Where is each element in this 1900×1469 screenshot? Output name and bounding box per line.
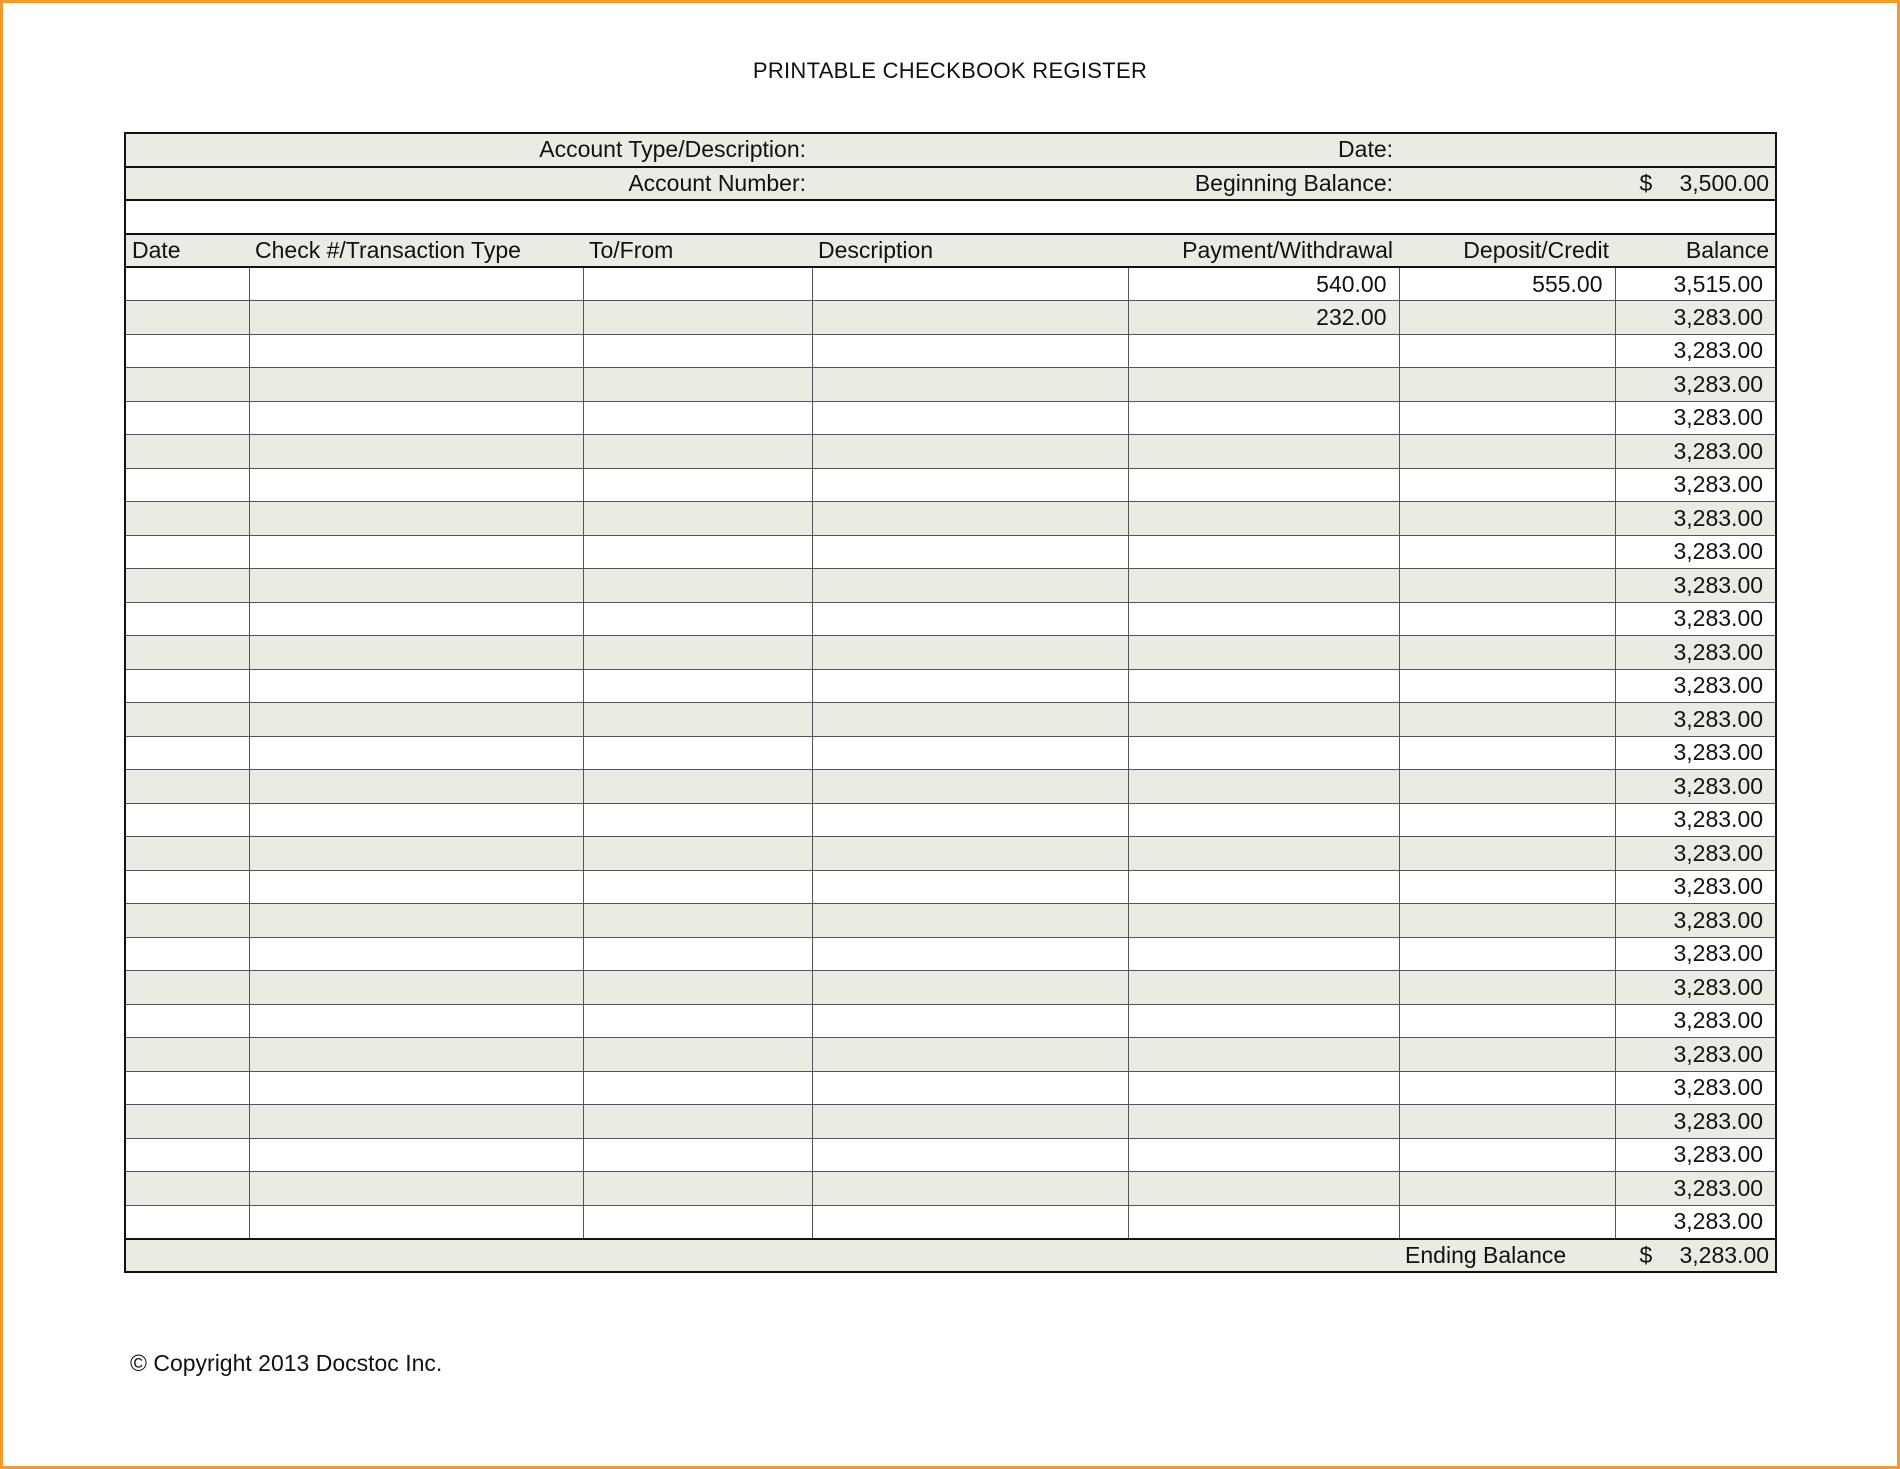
cell-description[interactable] <box>812 569 1128 603</box>
cell-check[interactable] <box>249 636 583 670</box>
cell-date[interactable] <box>125 669 249 703</box>
cell-deposit[interactable] <box>1399 937 1615 971</box>
cell-description[interactable] <box>812 267 1128 301</box>
cell-balance: 3,283.00 <box>1615 971 1776 1005</box>
cell-date[interactable] <box>125 301 249 335</box>
cell-balance: 3,283.00 <box>1615 736 1776 770</box>
table-row <box>125 502 1776 536</box>
cell-date[interactable] <box>125 636 249 670</box>
table-row <box>125 636 1776 670</box>
cell-check[interactable] <box>249 1071 583 1105</box>
cell-deposit[interactable] <box>1399 1038 1615 1072</box>
cell-description[interactable] <box>812 837 1128 871</box>
account-number-label: Account Number: <box>125 167 812 201</box>
cell-check[interactable] <box>249 1205 583 1239</box>
cell-deposit[interactable] <box>1399 502 1615 536</box>
cell-date[interactable] <box>125 870 249 904</box>
cell-payment[interactable] <box>1128 368 1399 402</box>
cell-description[interactable] <box>812 904 1128 938</box>
cell-payment[interactable] <box>1128 703 1399 737</box>
cell-description[interactable] <box>812 770 1128 804</box>
cell-deposit[interactable] <box>1399 602 1615 636</box>
cell-deposit[interactable] <box>1399 1004 1615 1038</box>
date-label: Date: <box>1128 133 1399 167</box>
cell-check[interactable] <box>249 368 583 402</box>
cell-to-from[interactable] <box>583 535 812 569</box>
cell-date[interactable] <box>125 435 249 469</box>
cell-check[interactable] <box>249 904 583 938</box>
cell-check[interactable] <box>249 334 583 368</box>
cell-check[interactable] <box>249 1105 583 1139</box>
cell-date[interactable] <box>125 703 249 737</box>
cell-date[interactable] <box>125 837 249 871</box>
table-row <box>125 334 1776 368</box>
table-row <box>125 1138 1776 1172</box>
cell-balance: 3,283.00 <box>1615 401 1776 435</box>
account-type-row <box>125 133 1776 167</box>
cell-payment[interactable] <box>1128 468 1399 502</box>
cell-description[interactable] <box>812 1205 1128 1239</box>
cell-date[interactable] <box>125 1205 249 1239</box>
cell-deposit[interactable] <box>1399 1205 1615 1239</box>
table-row <box>125 569 1776 603</box>
cell-balance: 3,283.00 <box>1615 602 1776 636</box>
cell-date[interactable] <box>125 937 249 971</box>
cell-check[interactable] <box>249 502 583 536</box>
cell-to-from[interactable] <box>583 334 812 368</box>
cell-payment[interactable] <box>1128 770 1399 804</box>
cell-check[interactable] <box>249 1038 583 1072</box>
cell-balance: 3,283.00 <box>1615 468 1776 502</box>
cell-date[interactable] <box>125 1038 249 1072</box>
cell-balance: 3,283.00 <box>1615 1105 1776 1139</box>
cell-date[interactable] <box>125 368 249 402</box>
cell-balance: 3,283.00 <box>1615 301 1776 335</box>
cell-payment[interactable] <box>1128 569 1399 603</box>
cell-to-from[interactable] <box>583 1205 812 1239</box>
cell-to-from[interactable] <box>583 770 812 804</box>
cell-balance: 3,283.00 <box>1615 1004 1776 1038</box>
cell-to-from[interactable] <box>583 401 812 435</box>
date-input[interactable] <box>1399 133 1776 167</box>
cell-check[interactable] <box>249 468 583 502</box>
table-row <box>125 1004 1776 1038</box>
register-table <box>124 132 1777 1273</box>
table-row <box>125 937 1776 971</box>
cell-payment[interactable] <box>1128 502 1399 536</box>
table-row <box>125 1105 1776 1139</box>
cell-deposit[interactable] <box>1399 1172 1615 1206</box>
cell-deposit[interactable] <box>1399 569 1615 603</box>
table-row <box>125 971 1776 1005</box>
cell-date[interactable] <box>125 602 249 636</box>
cell-payment[interactable] <box>1128 1138 1399 1172</box>
page-title: PRINTABLE CHECKBOOK REGISTER <box>752 58 1148 83</box>
checkbook-register <box>124 132 1775 1312</box>
cell-check[interactable] <box>249 870 583 904</box>
account-number-row <box>125 167 1776 201</box>
cell-deposit[interactable] <box>1399 703 1615 737</box>
cell-payment[interactable] <box>1128 636 1399 670</box>
ending-spacer <box>125 1239 1399 1273</box>
beginning-balance-amount: 3,500.00 <box>1679 169 1770 196</box>
cell-deposit[interactable]: 555.00 <box>1399 267 1615 301</box>
cell-balance: 3,283.00 <box>1615 1138 1776 1172</box>
cell-to-from[interactable] <box>583 502 812 536</box>
spacer-cell <box>125 200 1776 234</box>
cell-check[interactable] <box>249 267 583 301</box>
cell-description[interactable] <box>812 937 1128 971</box>
cell-date[interactable] <box>125 401 249 435</box>
col-header-description: Description <box>812 234 1128 268</box>
cell-deposit[interactable] <box>1399 1105 1615 1139</box>
cell-to-from[interactable] <box>583 569 812 603</box>
cell-balance: 3,283.00 <box>1615 937 1776 971</box>
cell-to-from[interactable] <box>583 301 812 335</box>
cell-deposit[interactable] <box>1399 401 1615 435</box>
cell-payment[interactable] <box>1128 1205 1399 1239</box>
cell-description[interactable] <box>812 971 1128 1005</box>
cell-date[interactable] <box>125 1105 249 1139</box>
spacer-row <box>125 200 1776 234</box>
col-header-date: Date <box>125 234 249 268</box>
cell-balance: 3,283.00 <box>1615 770 1776 804</box>
cell-check[interactable] <box>249 435 583 469</box>
cell-to-from[interactable] <box>583 1004 812 1038</box>
cell-to-from[interactable] <box>583 669 812 703</box>
account-number-input[interactable] <box>812 167 1128 201</box>
cell-description[interactable] <box>812 435 1128 469</box>
cell-check[interactable] <box>249 301 583 335</box>
cell-check[interactable] <box>249 937 583 971</box>
cell-to-from[interactable] <box>583 1172 812 1206</box>
cell-to-from[interactable] <box>583 736 812 770</box>
table-row <box>125 1071 1776 1105</box>
cell-description[interactable] <box>812 334 1128 368</box>
cell-payment[interactable] <box>1128 535 1399 569</box>
cell-balance: 3,283.00 <box>1615 1038 1776 1072</box>
ending-balance-label: Ending Balance <box>1399 1239 1615 1273</box>
cell-payment[interactable] <box>1128 602 1399 636</box>
table-row <box>125 904 1776 938</box>
table-row <box>125 535 1776 569</box>
cell-description[interactable] <box>812 636 1128 670</box>
cell-payment[interactable] <box>1128 803 1399 837</box>
copyright-notice: © Copyright 2013 Docstoc Inc. <box>130 1350 443 1376</box>
cell-deposit[interactable] <box>1399 468 1615 502</box>
cell-description[interactable] <box>812 535 1128 569</box>
cell-balance: 3,283.00 <box>1615 669 1776 703</box>
cell-description[interactable] <box>812 1038 1128 1072</box>
table-row <box>125 267 1776 301</box>
cell-description[interactable] <box>812 401 1128 435</box>
cell-description[interactable] <box>812 1004 1128 1038</box>
cell-balance: 3,283.00 <box>1615 502 1776 536</box>
cell-to-from[interactable] <box>583 368 812 402</box>
cell-description[interactable] <box>812 736 1128 770</box>
table-row <box>125 736 1776 770</box>
cell-date[interactable] <box>125 803 249 837</box>
cell-deposit[interactable] <box>1399 435 1615 469</box>
cell-deposit[interactable] <box>1399 837 1615 871</box>
cell-balance: 3,283.00 <box>1615 1071 1776 1105</box>
cell-check[interactable] <box>249 1138 583 1172</box>
cell-payment[interactable] <box>1128 1038 1399 1072</box>
cell-check[interactable] <box>249 569 583 603</box>
cell-to-from[interactable] <box>583 971 812 1005</box>
cell-check[interactable] <box>249 736 583 770</box>
cell-balance: 3,283.00 <box>1615 870 1776 904</box>
cell-to-from[interactable] <box>583 636 812 670</box>
cell-description[interactable] <box>812 803 1128 837</box>
beginning-currency: $ <box>1639 169 1653 196</box>
cell-deposit[interactable] <box>1399 770 1615 804</box>
cell-description[interactable] <box>812 669 1128 703</box>
cell-description[interactable] <box>812 1138 1128 1172</box>
cell-balance: 3,283.00 <box>1615 334 1776 368</box>
cell-to-from[interactable] <box>583 837 812 871</box>
cell-check[interactable] <box>249 703 583 737</box>
cell-description[interactable] <box>812 1071 1128 1105</box>
cell-payment[interactable] <box>1128 1071 1399 1105</box>
column-header-row <box>125 234 1776 268</box>
cell-check[interactable] <box>249 1004 583 1038</box>
account-type-label: Account Type/Description: <box>125 133 812 167</box>
cell-description[interactable] <box>812 502 1128 536</box>
cell-deposit[interactable] <box>1399 636 1615 670</box>
cell-date[interactable] <box>125 736 249 770</box>
cell-payment[interactable] <box>1128 736 1399 770</box>
table-row <box>125 1172 1776 1206</box>
cell-deposit[interactable] <box>1399 535 1615 569</box>
cell-check[interactable] <box>249 602 583 636</box>
cell-balance: 3,515.00 <box>1615 267 1776 301</box>
cell-date[interactable] <box>125 971 249 1005</box>
cell-date[interactable] <box>125 1004 249 1038</box>
cell-to-from[interactable] <box>583 1038 812 1072</box>
cell-payment[interactable] <box>1128 870 1399 904</box>
table-row <box>125 301 1776 335</box>
cell-deposit[interactable] <box>1399 870 1615 904</box>
cell-payment[interactable] <box>1128 435 1399 469</box>
table-row <box>125 1205 1776 1239</box>
cell-deposit[interactable] <box>1399 736 1615 770</box>
table-row <box>125 368 1776 402</box>
account-type-input[interactable] <box>812 133 1128 167</box>
cell-check[interactable] <box>249 1172 583 1206</box>
cell-deposit[interactable] <box>1399 1138 1615 1172</box>
table-row <box>125 703 1776 737</box>
cell-payment[interactable] <box>1128 837 1399 871</box>
table-row <box>125 837 1776 871</box>
table-row <box>125 1038 1776 1072</box>
cell-balance: 3,283.00 <box>1615 703 1776 737</box>
cell-to-from[interactable] <box>583 870 812 904</box>
cell-description[interactable] <box>812 468 1128 502</box>
cell-description[interactable] <box>812 1105 1128 1139</box>
table-row <box>125 401 1776 435</box>
cell-payment[interactable] <box>1128 937 1399 971</box>
cell-to-from[interactable] <box>583 468 812 502</box>
cell-check[interactable] <box>249 401 583 435</box>
cell-payment[interactable] <box>1128 669 1399 703</box>
table-row <box>125 770 1776 804</box>
cell-balance: 3,283.00 <box>1615 904 1776 938</box>
cell-description[interactable] <box>812 1172 1128 1206</box>
cell-payment[interactable]: 232.00 <box>1128 301 1399 335</box>
cell-check[interactable] <box>249 837 583 871</box>
cell-balance: 3,283.00 <box>1615 368 1776 402</box>
cell-description[interactable] <box>812 703 1128 737</box>
cell-deposit[interactable] <box>1399 803 1615 837</box>
cell-to-from[interactable] <box>583 803 812 837</box>
cell-deposit[interactable] <box>1399 301 1615 335</box>
table-row <box>125 468 1776 502</box>
cell-deposit[interactable] <box>1399 904 1615 938</box>
cell-payment[interactable] <box>1128 1172 1399 1206</box>
col-header-balance: Balance <box>1615 234 1776 268</box>
cell-date[interactable] <box>125 267 249 301</box>
cell-date[interactable] <box>125 468 249 502</box>
cell-date[interactable] <box>125 502 249 536</box>
cell-deposit[interactable] <box>1399 669 1615 703</box>
cell-description[interactable] <box>812 602 1128 636</box>
cell-to-from[interactable] <box>583 703 812 737</box>
cell-balance: 3,283.00 <box>1615 1172 1776 1206</box>
ending-balance-value <box>1615 1239 1776 1273</box>
cell-to-from[interactable] <box>583 904 812 938</box>
cell-to-from[interactable] <box>583 267 812 301</box>
cell-payment[interactable] <box>1128 904 1399 938</box>
table-row <box>125 435 1776 469</box>
beginning-balance-value[interactable] <box>1615 167 1776 201</box>
ending-currency: $ <box>1639 1241 1653 1268</box>
ending-balance-row <box>125 1239 1776 1273</box>
cell-balance: 3,283.00 <box>1615 535 1776 569</box>
col-header-check: Check #/Transaction Type <box>249 234 583 268</box>
cell-balance: 3,283.00 <box>1615 803 1776 837</box>
cell-description[interactable] <box>812 870 1128 904</box>
cell-date[interactable] <box>125 1172 249 1206</box>
cell-payment[interactable] <box>1128 401 1399 435</box>
cell-deposit[interactable] <box>1399 971 1615 1005</box>
cell-date[interactable] <box>125 770 249 804</box>
cell-balance: 3,283.00 <box>1615 636 1776 670</box>
cell-date[interactable] <box>125 334 249 368</box>
cell-to-from[interactable] <box>583 937 812 971</box>
cell-to-from[interactable] <box>583 1071 812 1105</box>
cell-to-from[interactable] <box>583 602 812 636</box>
cell-payment[interactable] <box>1128 971 1399 1005</box>
cell-to-from[interactable] <box>583 1138 812 1172</box>
col-header-deposit: Deposit/Credit <box>1399 234 1615 268</box>
cell-payment[interactable] <box>1128 334 1399 368</box>
cell-balance: 3,283.00 <box>1615 1205 1776 1239</box>
cell-balance: 3,283.00 <box>1615 435 1776 469</box>
table-row <box>125 602 1776 636</box>
cell-deposit[interactable] <box>1399 334 1615 368</box>
cell-balance: 3,283.00 <box>1615 837 1776 871</box>
cell-payment[interactable] <box>1128 1105 1399 1139</box>
cell-description[interactable] <box>812 301 1128 335</box>
ending-balance-amount: 3,283.00 <box>1679 1241 1770 1268</box>
col-header-to-from: To/From <box>583 234 812 268</box>
cell-date[interactable] <box>125 1138 249 1172</box>
cell-deposit[interactable] <box>1399 368 1615 402</box>
cell-to-from[interactable] <box>583 435 812 469</box>
cell-check[interactable] <box>249 770 583 804</box>
cell-check[interactable] <box>249 669 583 703</box>
cell-date[interactable] <box>125 904 249 938</box>
cell-balance: 3,283.00 <box>1615 569 1776 603</box>
cell-date[interactable] <box>125 1071 249 1105</box>
cell-check[interactable] <box>249 535 583 569</box>
table-row <box>125 669 1776 703</box>
col-header-payment: Payment/Withdrawal <box>1128 234 1399 268</box>
cell-payment[interactable] <box>1128 1004 1399 1038</box>
cell-deposit[interactable] <box>1399 1071 1615 1105</box>
cell-date[interactable] <box>125 535 249 569</box>
cell-date[interactable] <box>125 569 249 603</box>
cell-check[interactable] <box>249 803 583 837</box>
cell-description[interactable] <box>812 368 1128 402</box>
cell-payment[interactable]: 540.00 <box>1128 267 1399 301</box>
beginning-balance-label: Beginning Balance: <box>1128 167 1399 201</box>
cell-check[interactable] <box>249 971 583 1005</box>
beginning-balance-spacer <box>1399 167 1615 201</box>
cell-to-from[interactable] <box>583 1105 812 1139</box>
table-row <box>125 870 1776 904</box>
table-row <box>125 803 1776 837</box>
